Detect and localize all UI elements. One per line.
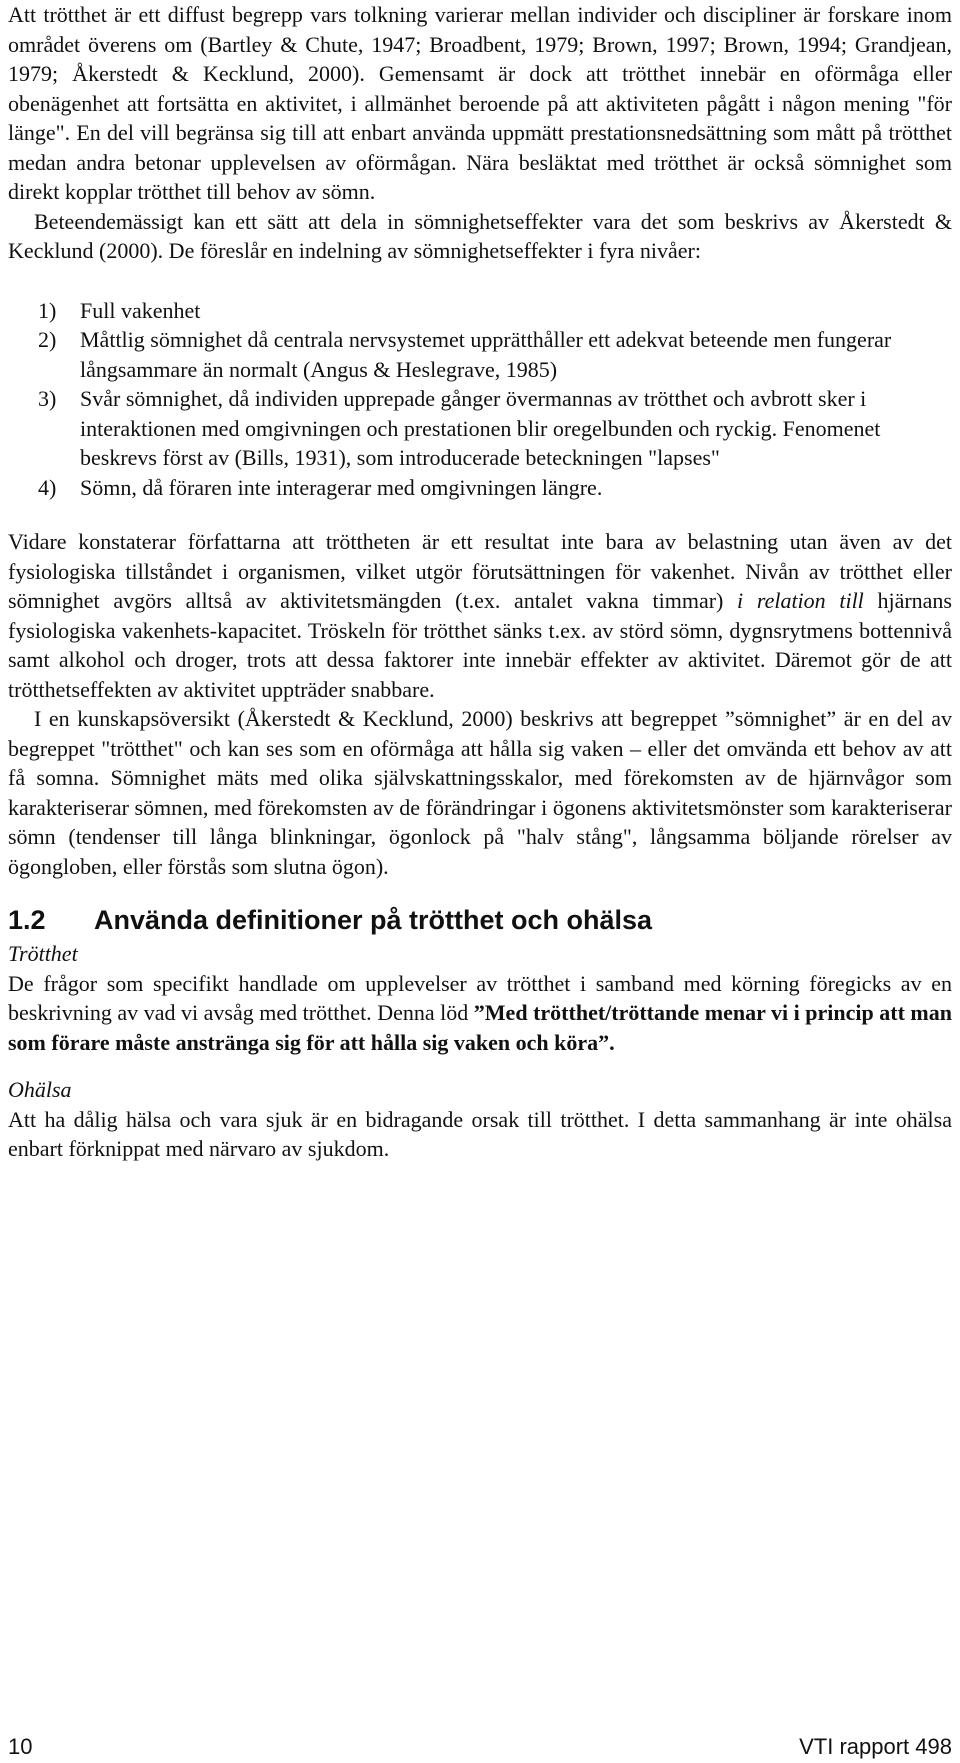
paragraph-fatigue-physiology xyxy=(8,527,952,704)
subheading-ill-health: Ohälsa xyxy=(8,1077,72,1102)
list-item-number: 4) xyxy=(38,474,57,500)
subheading-fatigue: Trötthet xyxy=(8,941,78,966)
paragraph-sleepiness-overview: I en kunskapsöversikt (Åkerstedt & Kecklund, 2000) beskrivs att begreppet ”sömnighet” är en del av begreppet "trötthet" och kan ses som en oförmåga att hålla sig vaken – eller det omvända ett behov av att få somna. Sömnighet mäts med olika självskattningsskalor, med förekomsten av de hjärnvågor som karakteriserar sömnen, med förekomsten av de förändringar i ögonens aktivitetsmönster som karakteriserar sömn (tendenser till långa blinkningar, ögonlock på "halv stång", långsamma böljande rörelser av ögongloben, eller förstås som slutna ögon). xyxy=(8,706,952,879)
list-item xyxy=(8,384,952,473)
paragraph-fatigue-question xyxy=(8,969,952,1058)
section-heading xyxy=(8,903,952,937)
paragraph-fatigue-definition: Att trötthet är ett diffust begrepp vars tolkning varierar mellan individer och discipliner är forskare inom området överens om (Bartley & Chute, 1947; Broadbent, 1979; Brown, 1997; Brown, 1994; Grandjean, 1979; Åkerstedt & Kecklund, 2000). Gemensamt är dock att trötthet innebär en oförmåga eller obenägenhet att fortsätta en aktivitet, i allmänhet beroende på att aktiviteten pågått i någon mening "för länge". En del vill begränsa sig till att enbart använda uppmätt prestationsnedsättning som mått på trötthet medan andra betonar upplevelsen av oförmågan. Nära besläktat med trötthet är också sömnighet som direkt kopplar trötthet till behov av sömn. xyxy=(8,2,952,204)
paragraph-text: Vidare konstaterar författarna att tröttheten är ett resultat inte bara av belastning utan även av det fysiologiska tillståndet i organismen, vilket utgör förutsättningen för vakenhet. Nivån av trötthet eller sömnighet avgörs alltså av aktivitetsmängden (t.ex. antalet vakna timmar) xyxy=(8,529,952,613)
page-number: 10 xyxy=(8,1733,33,1759)
list-item-text: Sömn, då föraren inte interagerar med omgivningen längre. xyxy=(80,474,603,500)
paragraph-text: hjärnans fysiologiska vakenhets-kapacitet. Tröskeln för trötthet sänks t.ex. av störd sömn, dygnsrytmens bottennivå samt alkohol och droger, trots att dessa faktorer inte innebär effekter av aktivitet. Däremot gör de att trötthetseffekten av aktivitet uppträder snabbare. xyxy=(8,588,952,702)
sleepiness-levels-list xyxy=(8,296,952,503)
list-item-text: Måttlig sömnighet då centrala nervsystemet upprätthåller ett adekvat beteende men fungerar långsammare än normalt (Angus & Heslegrave, 1985) xyxy=(80,327,892,382)
paragraph-sleepiness-levels-intro: Beteendemässigt kan ett sätt att dela in sömnighetseffekter vara det som beskrivs av Åkerstedt & Kecklund (2000). De föreslår en indelning av sömnighetseffekter i fyra nivåer: xyxy=(8,208,952,263)
page-footer xyxy=(8,1732,952,1762)
list-item-number: 2) xyxy=(38,327,57,352)
section-number: 1.2 xyxy=(8,905,46,935)
list-item xyxy=(8,473,952,503)
emphasis-text: i relation till xyxy=(737,588,864,613)
list-item xyxy=(8,325,952,384)
definition-quote: ”Med trötthet/tröttande menar vi i princip att man som förare måste anstränga sig för att hålla sig vaken och köra”. xyxy=(8,1000,952,1055)
list-item xyxy=(8,296,952,326)
paragraph-text: De frågor som specifikt handlade om upplevelser av trötthet i samband med körning föregicks av en beskrivning av vad vi avsåg med trötthet. Denna löd xyxy=(8,970,952,1025)
list-item-text: Full vakenhet xyxy=(80,297,201,323)
section-title: Använda definitioner på trötthet och ohälsa xyxy=(94,905,653,935)
report-label: VTI rapport 498 xyxy=(799,1733,952,1759)
list-item-text: Svår sömnighet, då individen upprepade gånger övermannas av trötthet och avbrott sker i interaktionen med omgivningen och prestationen blir oregelbunden och ryckig. Fenomenet beskrevs först av (Bills, 1931), som introducerade beteckningen "lapses" xyxy=(80,386,881,470)
list-item-number: 1) xyxy=(38,297,57,323)
list-item-number: 3) xyxy=(38,386,57,411)
paragraph-ill-health: Att ha dålig hälsa och vara sjuk är en bidragande orsak till trötthet. I detta sammanhang är inte ohälsa enbart förknippat med närvaro av sjukdom. xyxy=(8,1106,952,1161)
